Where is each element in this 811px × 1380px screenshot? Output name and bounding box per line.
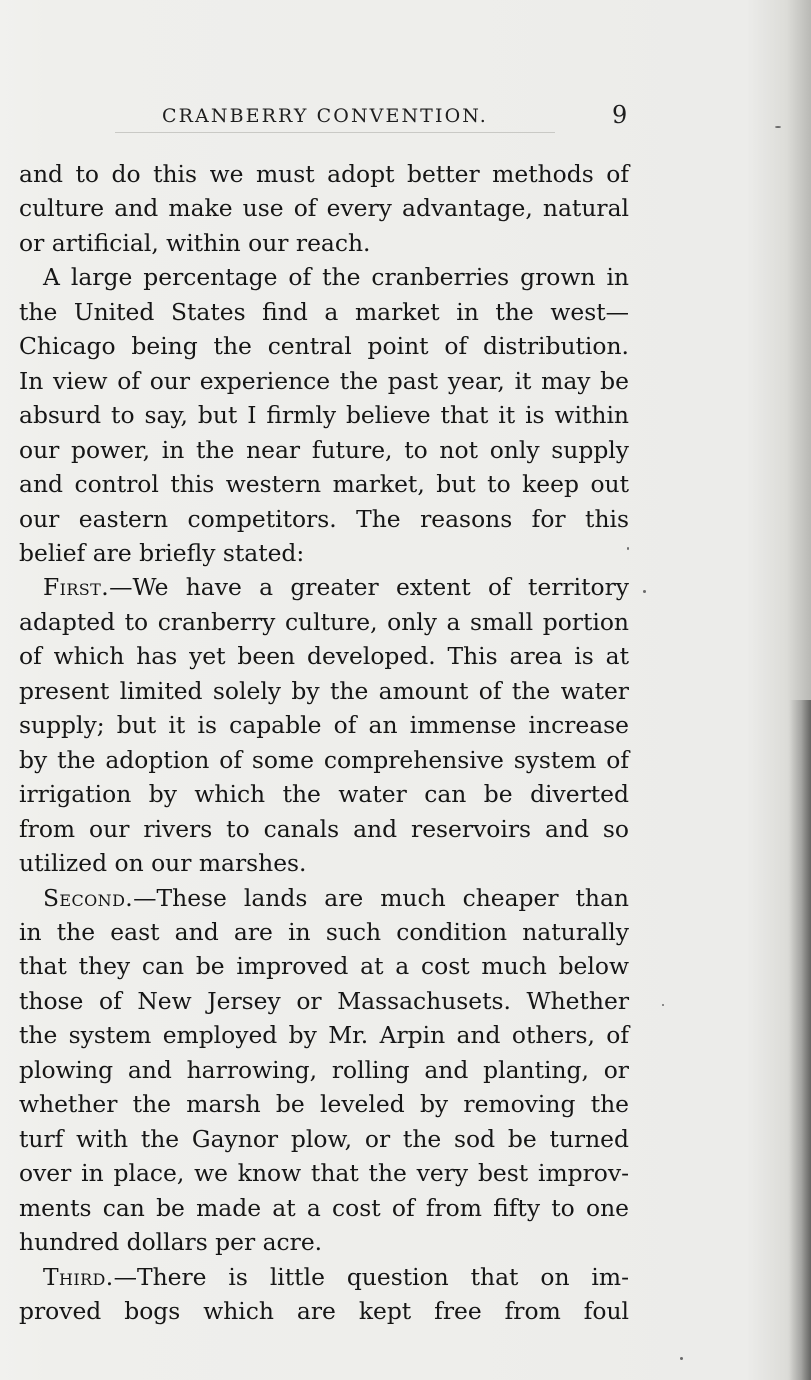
text-line: that they can be improved at a cost much below [19,952,629,981]
scan-speck [643,590,646,593]
text-line: irrigation by which the water can be diverted [19,780,629,809]
scan-speck [775,126,781,128]
text-line: our power, in the near future, to not only supply [19,435,629,464]
text-line-rest: —We have a greater extent of territory [109,573,629,602]
scan-speck [627,547,629,550]
text-line: plowing and harrowing, rolling and planting, or [19,1055,629,1084]
text-line: from our rivers to canals and reservoirs and so [19,814,629,843]
text-line: and control this western market, but to keep out [19,470,629,499]
text-line: present limited solely by the amount of the water [19,676,629,705]
text-line: hundred dollars per acre. [19,1228,323,1257]
text-line: our eastern competitors. The reasons for this [19,504,629,533]
text-line: in the east and are in such condition naturally [19,917,629,946]
binding-shadow [789,700,811,1380]
text-line: and to do this we must adopt better methods of [19,160,629,188]
text-line: turf with the Gaynor plow, or the sod be turned [19,1124,629,1153]
scan-speck [680,1357,683,1360]
text-line: utilized on our marshes. [19,849,307,878]
text-line [19,1260,629,1294]
text-line: whether the marsh be leveled by removing the [19,1090,629,1119]
section-lead-second: Second. [43,883,134,912]
section-lead-third: Third. [43,1262,114,1291]
text-line: belief are briefly stated: [19,538,305,567]
header-rule [115,132,555,133]
text-line [19,881,629,915]
text-line: by the adoption of some comprehensive system of [19,745,629,774]
section-lead-first: First. [43,573,110,602]
text-line: the United States find a market in the west— [19,297,629,326]
text-line: ments can be made at a cost of from fifty to one [19,1193,629,1222]
text-line: adapted to cranberry culture, only a small portion [19,607,629,636]
text-line: or artificial, within our reach. [19,228,371,257]
text-line [19,570,629,604]
text-line: absurd to say, but I firmly believe that it is within [19,401,629,430]
text-line: A large percentage of the cranberries grown in [43,263,629,292]
text-line-rest: —There is little question that on im- [113,1262,629,1291]
text-line: the system employed by Mr. Arpin and others, of [19,1021,629,1050]
text-line: over in place, we know that the very best improv- [19,1159,629,1188]
text-line: In view of our experience the past year, it may be [19,366,629,395]
text-line: supply; but it is capable of an immense increase [19,711,629,740]
scan-speck [662,1004,664,1006]
body-text [19,157,629,1328]
text-line: proved bogs which are kept free from foul [19,1296,629,1325]
page-number: 9 [612,101,628,129]
text-line: culture and make use of every advantage, natural [19,194,629,223]
text-line: of which has yet been developed. This area is at [19,642,629,671]
running-title: CRANBERRY CONVENTION. [162,105,488,127]
text-line: Chicago being the central point of distribution. [19,332,629,361]
text-line: those of New Jersey or Massachusets. Whether [19,986,629,1015]
text-line-rest: —These lands are much cheaper than [133,883,629,912]
